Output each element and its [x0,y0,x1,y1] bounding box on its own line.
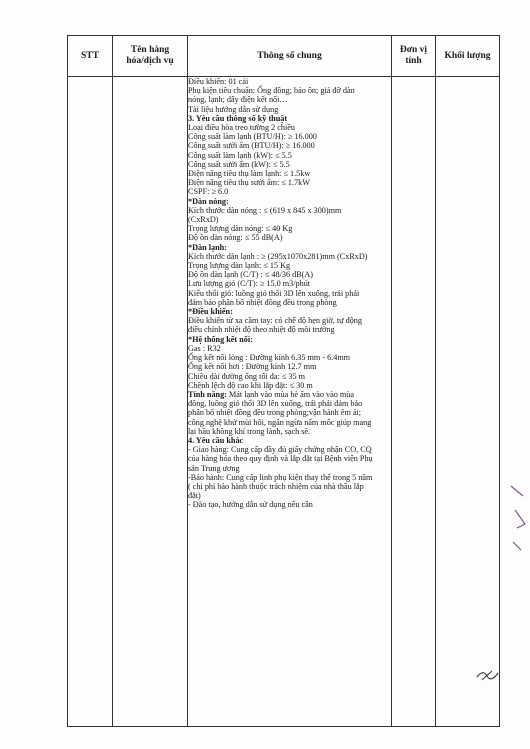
spec-line: Kích thước dàn nóng : ≤ (619 x 845 x 300)mm [188,205,342,215]
spec-line: *Hệ thống kết nối: [188,334,253,344]
spec-line: 4. Yêu cầu khác [188,435,244,445]
spec-line: 3. Yêu cầu thông số kỹ thuật [188,113,288,123]
header-spec: Thông số chung [188,36,392,77]
spec-line: Điện năng tiêu thụ làm lạnh: ≤ 1.5kw [188,169,311,179]
spec-lines [188,77,391,510]
spec-line: *Dàn lạnh: [188,242,227,252]
spec-line: Gas : R32 [188,343,221,353]
stt-cell [68,77,113,727]
spec-line: lại bầu không khí trong lành, sạch sẽ. [188,426,311,436]
spec-line: CSPF: ≥ 6.0 [188,187,229,197]
item-name-cell [113,77,188,727]
spec-line: Chiều dài đường ống tối đa: ≤ 35 m [188,371,305,381]
unit-cell [392,77,436,727]
spec-line: (CxRxD) [188,215,219,225]
header-item-name: Tên hàng hóa/dịch vụ [113,36,188,77]
spec-line: ( chi phí bảo hành thuộc trách nhiệm của nhà thầu lắp [188,481,364,491]
spec-line: Tài liệu hướng dẫn sử dụng [188,104,279,114]
spec-line: Điều khiển: 01 cái [188,77,249,86]
spec-line: Điều khiển từ xa cầm tay: có chế độ hẹn giờ, tự động [188,316,362,326]
spec-line: Công suất làm lạnh (kW): ≤ 5.5 [188,150,292,160]
initial-signature [474,665,502,685]
spec-line: Trọng lượng dàn lạnh: ≤ 15 Kg [188,261,291,271]
margin-pen-marks [505,480,530,560]
spec-line: - Đào tạo, hướng dẫn sử dụng nếu cần [188,500,313,510]
table-header-row [68,36,500,77]
table-row [68,77,500,727]
spec-line: Công suất làm lạnh (BTU/H): ≥ 16.000 [188,132,317,142]
spec-line: Độ ồn dàn nóng: ≤ 55 dB(A) [188,233,283,243]
spec-line: Công suất sưởi ấm (kW): ≤ 5.5 [188,159,290,169]
spec-line: Phụ kiện tiêu chuẩn: Ống đồng; bảo ôn; giá đỡ dàn [188,86,355,96]
spec-line: phân bố nhiệt đồng đều trong phòng;vận hành êm ái; [188,408,362,418]
spec-line: Tính năng: Mát lạnh vào mùa hè ấm vào vào mùa [188,389,355,399]
spec-line: *Dàn nóng: [188,196,229,206]
spec-line: Công suất sưởi ấm (BTU/H): ≥ 16.000 [188,141,315,151]
spec-line: của hàng hóa theo quy định và lắp đặt tại Bệnh viện Phụ [188,454,373,464]
spec-line: sản Trung ương [188,463,240,473]
spec-line: đặt) [188,491,201,501]
header-unit: Đơn vị tính [392,36,436,77]
spec-line: Kích thước dàn lạnh : ≥ (295x1070x281)mm (CxRxD) [188,251,368,261]
quantity-cell [436,77,500,727]
spec-line: điều chỉnh nhiệt độ theo nhiệt độ môi trường [188,325,335,335]
header-stt: STT [68,36,113,77]
spec-line: Trọng lượng dàn nóng: ≤ 40 Kg [188,224,293,234]
spec-line: Ống kết nối lỏng : Đường kính 6.35 mm - 6.4mm [188,353,351,363]
spec-line: đông, luồng gió thổi 3D lên xuống, trái phải đảm bảo [188,399,363,409]
spec-line: Chênh lệch độ cao khi lắp đặt: ≤ 30 m [188,380,313,390]
header-quantity: Khối lượng [436,36,500,77]
spec-table [67,35,500,727]
spec-line: - Giao hàng: Cung cấp đầy đủ giấy chứng nhận CO, CQ [188,445,372,455]
spec-line: công nghệ khử mùi hôi, ngăn ngừa nấm mốc giúp mang [188,417,372,427]
spec-line: Loại điều hòa treo tường 2 chiều [188,123,295,133]
spec-line: Điện năng tiêu thụ sưởi ấm: ≤ 1.7kW [188,178,310,188]
spec-line: Độ ồn dàn lạnh (C/T) : ≤ 48/36 dB(A) [188,270,314,280]
spec-line: *Điều khiển: [188,307,233,317]
spec-line: đảm bảo phân bố nhiệt đồng đều trong phòng [188,297,337,307]
spec-line: Lưu lượng gió (C/T): ≥ 15.0 m3/phút [188,279,311,289]
spec-line: nóng, lạnh; dây điện kết nối… [188,95,288,105]
spec-line: -Bảo hành: Cung cấp linh phụ kiện thay thế trong 5 năm [188,472,373,482]
spec-line: Ống kết nối hơi : Đường kính 12.7 mm [188,362,317,372]
spec-cell [188,77,392,727]
spec-line: Kiểu thổi gió: luồng gió thổi 3D lên xuống, trái phải [188,288,360,298]
